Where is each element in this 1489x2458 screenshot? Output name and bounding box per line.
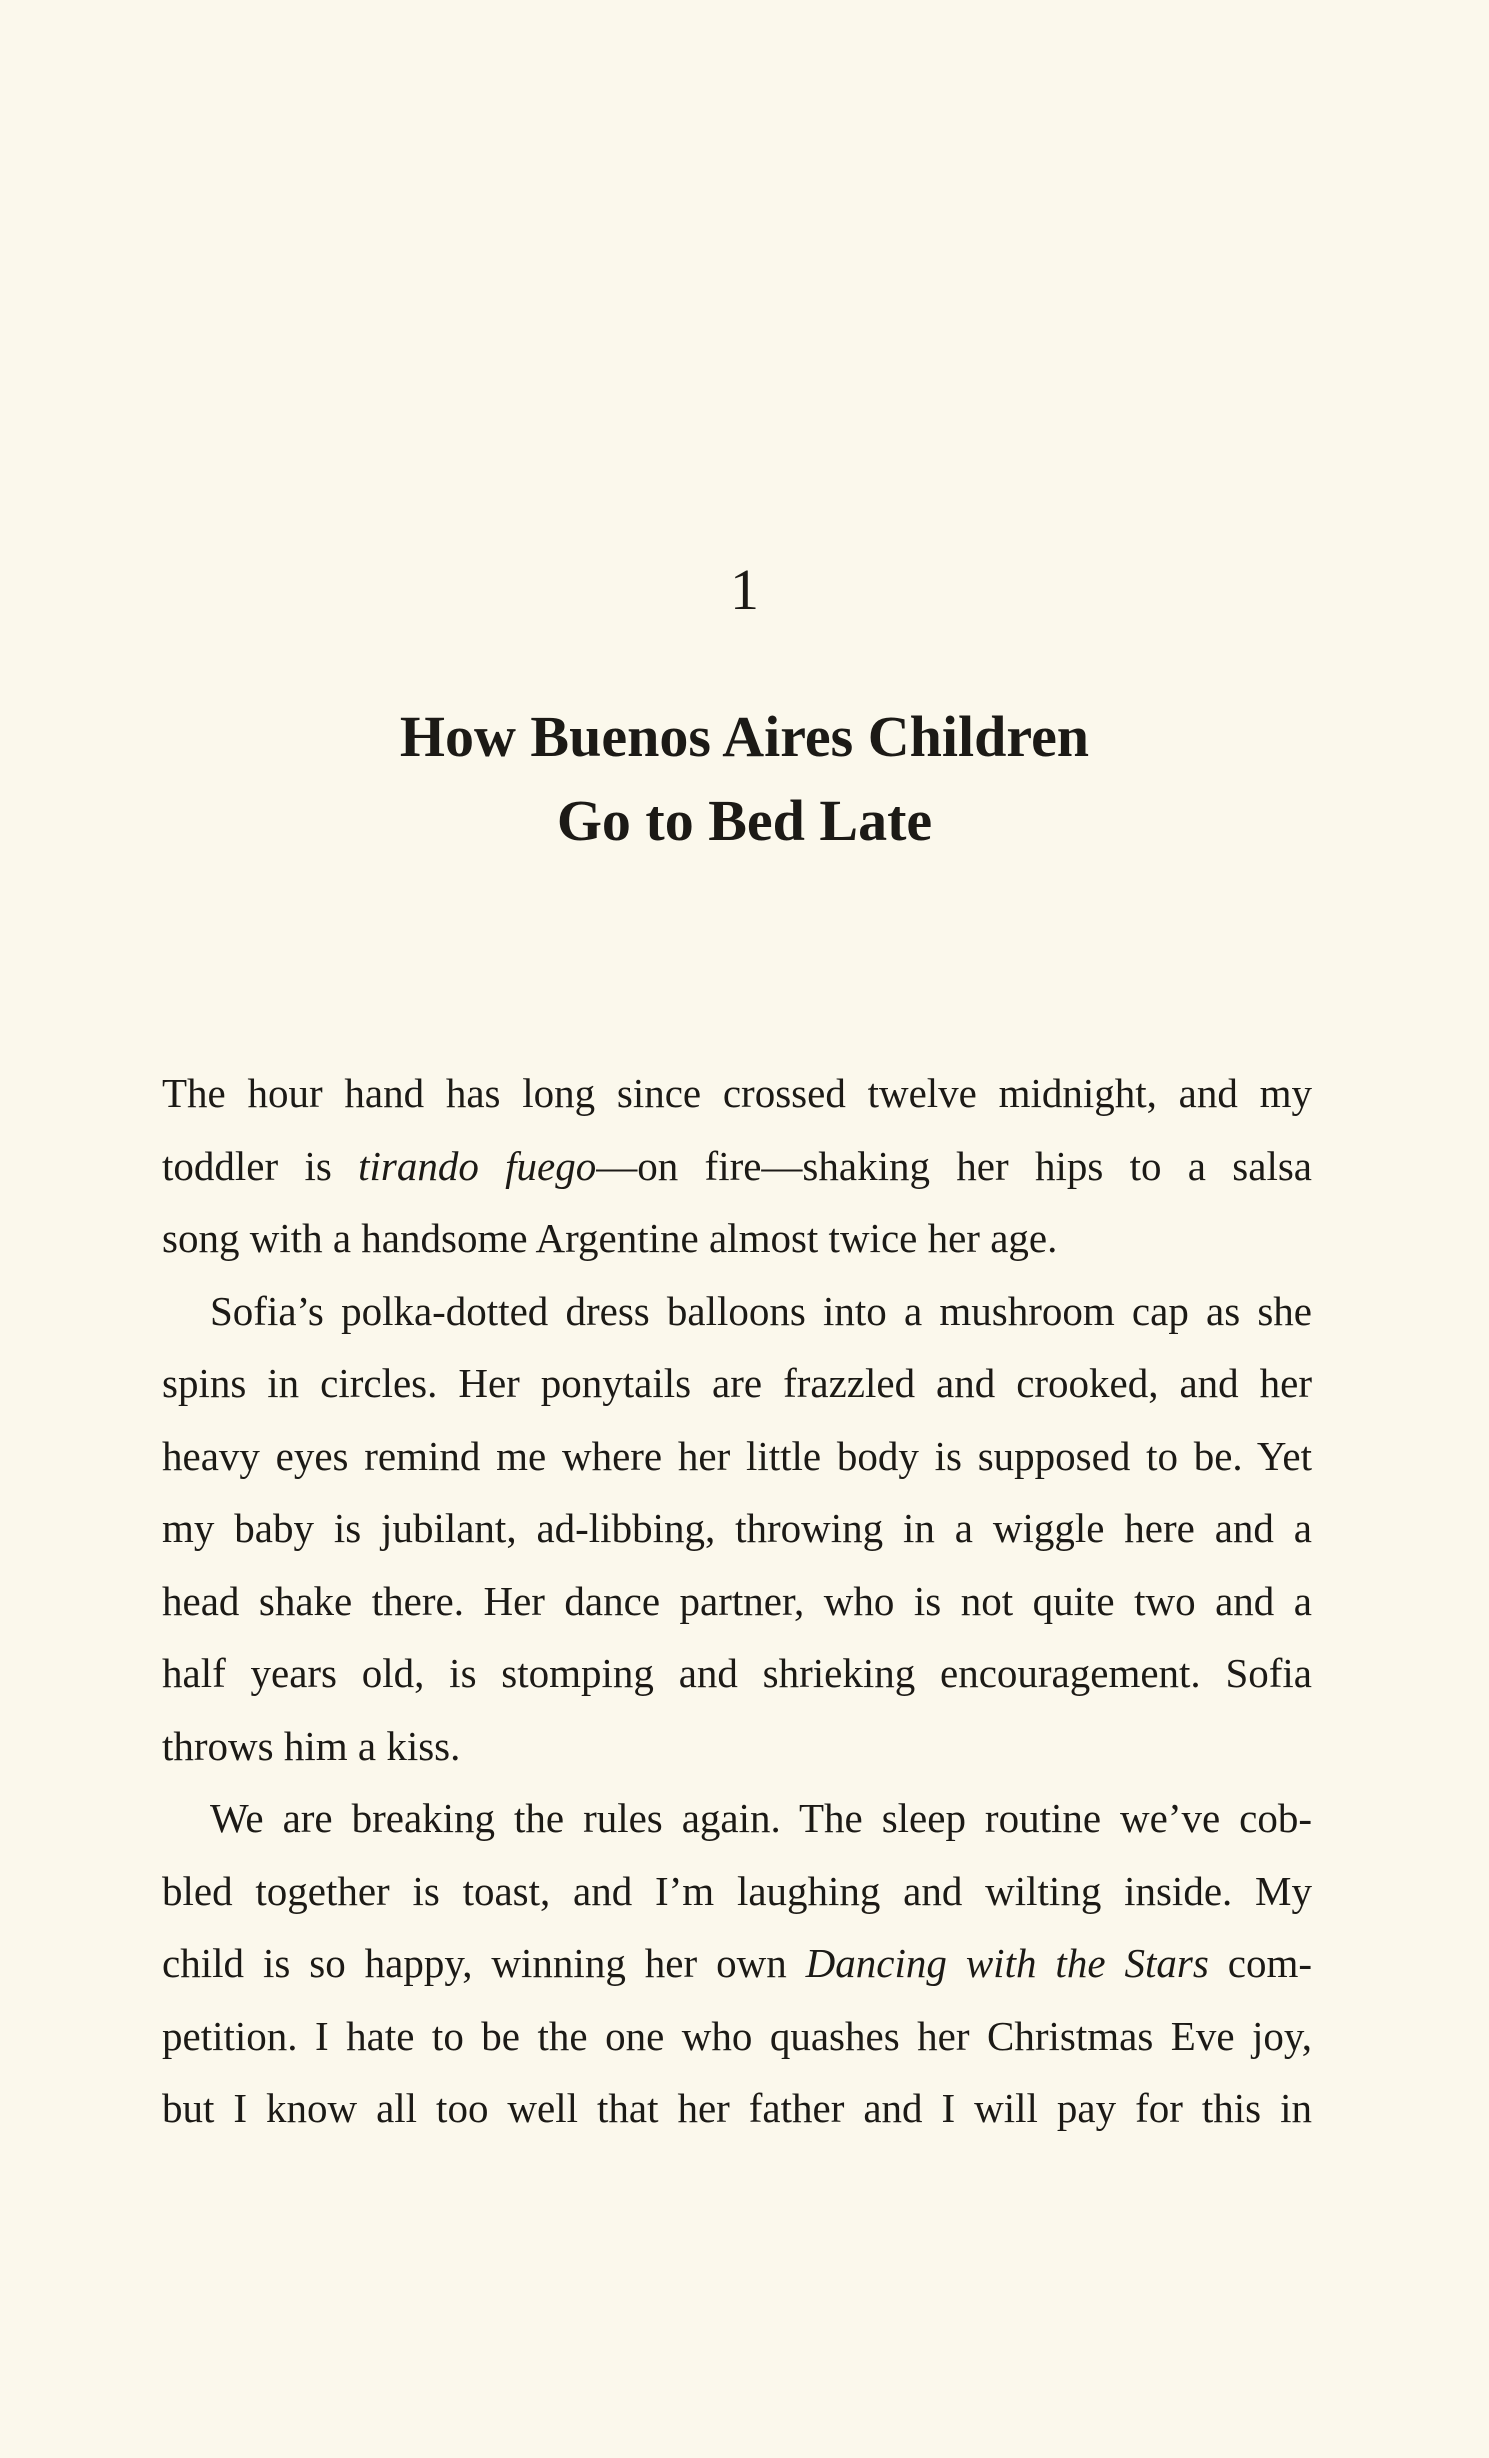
text-line: Sofia’s polka-dotted dress balloons into a mushroom cap as she	[210, 1287, 1312, 1334]
text-line: half years old, is stomping and shrieking encouragement. Sofia	[162, 1650, 1312, 1696]
text-line: bled together is toast, and I’m laughing and wilting inside. My	[162, 1867, 1312, 1914]
text-fragment: toddler is	[162, 1142, 359, 1189]
text-line	[162, 1130, 1312, 1203]
chapter-number: 1	[730, 557, 759, 622]
text-fragment: child is so happy, winning her own	[162, 1940, 806, 1986]
text-line	[162, 1927, 1312, 2000]
text-line: my baby is jubilant, ad-libbing, throwing in a wiggle here and a	[162, 1505, 1312, 1551]
text-line: petition. I hate to be the one who quashes her Christmas Eve joy,	[162, 2012, 1312, 2059]
italic-phrase: Dancing with the Stars	[805, 1940, 1209, 1986]
text-fragment: com-	[1208, 1940, 1313, 1986]
text-line: The hour hand has long since crossed twelve midnight, and my	[162, 1070, 1312, 1116]
text-line: We are breaking the rules again. The sleep routine we’ve cob-	[210, 1795, 1312, 1841]
chapter-title-line-1: How Buenos Aires Children	[399, 704, 1090, 769]
chapter-title	[0, 695, 1489, 863]
text-line: spins in circles. Her ponytails are frazzled and crooked, and her	[162, 1360, 1312, 1406]
text-line: head shake there. Her dance partner, who is not quite two and a	[162, 1577, 1312, 1624]
text-line: throws him a kiss.	[162, 1722, 461, 1769]
text-fragment: —on fire—shaking her hips to a salsa	[596, 1142, 1312, 1189]
text-line: song with a handsome Argentine almost twice her age.	[162, 1215, 1058, 1261]
text-line: but I know all too well that her father and I will pay for this in	[162, 2085, 1312, 2131]
italic-phrase: tirando fuego	[358, 1142, 597, 1189]
text-line: heavy eyes remind me where her little body is supposed to be. Yet	[162, 1432, 1312, 1479]
chapter-title-line-2: Go to Bed Late	[556, 788, 933, 853]
body-text	[162, 1057, 1312, 2145]
